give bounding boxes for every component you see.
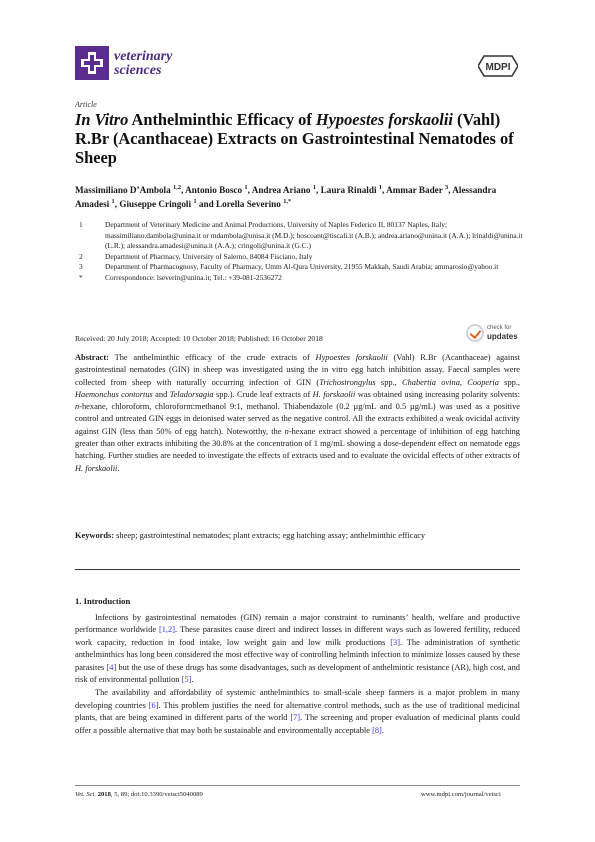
check-for-updates-badge[interactable]: [466, 322, 520, 344]
title-part-2: Anthelminthic Efficacy of: [128, 110, 316, 129]
author-and: and: [198, 198, 214, 209]
citation-link[interactable]: [5]: [181, 675, 192, 685]
author: Laura Rinaldi $^1$: [320, 183, 383, 195]
journal-logo-icon: [75, 46, 109, 80]
citation-link[interactable]: [7]: [290, 713, 301, 723]
author: Giuseppe Cringoli $^1$: [119, 197, 197, 209]
journal-name: [114, 50, 172, 78]
footer-citation: Vet. Sci. 2018, 5, 89; doi:10.3390/vetsci5040089: [75, 791, 203, 798]
section-divider: [75, 569, 520, 570]
affiliations: [75, 220, 525, 283]
affiliation: 3 Department of Pharmacognosy, Faculty of Pharmacy, Umm Al-Qura University, 21955 Makkah, Saudi Arabia; ammarosio@yahoo.it: [79, 262, 499, 271]
section-heading: 1. Introduction: [75, 596, 131, 606]
title-part-1: In Vitro: [75, 110, 129, 129]
author: Ammar Bader $^3$: [386, 183, 449, 195]
author: Massimiliano D’Ambola $^{1,2}$: [75, 183, 182, 195]
article-title: [75, 110, 525, 167]
affiliation: 2 Department of Pharmacy, University of Salerno, 84084 Fisciano, Italy: [79, 251, 313, 261]
abstract-label: Abstract:: [75, 353, 109, 362]
paragraph: Infections by gastrointestinal nematodes (GIN) remain a major constraint to ruminants’ health, welfare and productive performance worldwide [1,2]. These parasites cause direct and indirect losses in different ways such as lowered fertility, reduced work capacity, reduction in food intake, low weight gain and low milk productions [3]. The administration of synthetic anthelminthics has long been considered the most effective way of controlling helminth infection to minimize losses caused by these parasites [4] but the use of these drugs has some disadvantages, such as development of anthelmintic resistance (AR), high cost, and risk of environmental pollution [5].: [75, 613, 520, 685]
keywords-label: Keywords:: [75, 531, 115, 540]
journal-name-line1: veterinary: [114, 49, 173, 64]
publication-dates: Received: 20 July 2018; Accepted: 10 October 2018; Published: 16 October 2018: [75, 334, 323, 343]
citation-link[interactable]: [6]: [148, 700, 159, 710]
check-updates-line1: check for: [487, 325, 512, 331]
citation-link[interactable]: [4]: [106, 662, 117, 672]
correspondence: * Correspondence: lseverin@unina.it; Tel.: +39-081-2536272: [79, 272, 282, 282]
author: Alessandra Amadesi $^1$: [75, 185, 497, 209]
citation-link[interactable]: [3]: [390, 637, 400, 647]
footer-divider: [75, 785, 520, 786]
author: Lorella Severino $^{1,*}$: [215, 197, 292, 209]
title-part-4: (Vahl) R.Br (Acanthaceae) Extracts on Gastrointestinal Nematodes of Sheep: [75, 110, 514, 167]
check-updates-line2: updates: [487, 332, 518, 341]
author: Andrea Ariano $^1$: [251, 183, 316, 195]
checkmark-icon: [466, 324, 484, 342]
keywords: Keywords: sheep; gastrointestinal nematodes; plant extracts; egg hatching assay; anthelminthic efficacy: [75, 531, 426, 540]
publisher-name: MDPI: [485, 62, 511, 73]
title-part-3: Hypoestes forskaolii: [315, 110, 453, 129]
mdpi-logo-icon: [478, 54, 518, 78]
paragraph: The availability and affordability of systemic anthelminthics to small-scale sheep farmers is a major problem in many developing countries [6]. This problem justifies the need for alternative control methods, such as the use of traditional medicinal plants, that are being examined in different parts of the world [7]. The screening and proper evaluation of medicinal plants could offer a possible alternative that may both be sustainable and environmentally acceptable [8].: [75, 688, 520, 735]
affiliation: 1 Department of Veterinary Medicine and Animal Productions, University of Naples Federico II, 80137 Naples, Italy; massimiliano.dambola@unina.it or mdambola@unisa.it (M.D.); boscoant@tiscali.it (A.B.); andrea.ariano@unina.it (A.A.); lrinaldi@unina.it (L.R.); alessandra.amadesi@unina.it (A.A.); cringoli@unina.it (G.C.): [79, 220, 523, 250]
citation-link[interactable]: [8]: [372, 725, 382, 735]
author: Antonio Bosco $^1$: [185, 183, 248, 195]
author-list: Massimiliano D’Ambola $^{1,2}$, Antonio Bosco $^1$, Andrea Ariano $^1$, Laura Rinaldi $^1$, Ammar Bader $^3$, Alessandra Amadesi $^1$, Giuseppe Cringoli $^1$ and Lorella Severino $^{1,*}$: [75, 183, 497, 209]
article-type: Article: [75, 100, 97, 109]
footer-journal-url[interactable]: www.mdpi.com/journal/vetsci: [421, 791, 501, 798]
journal-name-line2: sciences: [114, 63, 162, 78]
abstract: Abstract: The anthelminthic efficacy of the crude extracts of Hypoestes forskaolii (Vahl) R.Br (Acanthaceae) against gastrointestinal nematodes (GIN) in sheep was investigated using the in vitro egg hatch inhibition assay. Faecal samples were collected from sheep with naturally occurring infection of GIN (Trichostrongylus spp., Chabertia ovina, Cooperia spp., Haemonchus contortus and Teladorsagia spp.). Crude leaf extracts of H. forskaolii was obtained using increasing polarity solvents: n-hexane, chloroform, chloroform:methanol 9:1, methanol. Thiabendazole (0.2 µg/mL and 0.5 µg/mL) was used as a positive control and untreated GIN eggs in deionised water served as the negative control. All the extracts exhibited a weak ovicidal activity against GIN (less than 50% of egg hatch). Noteworthy, the n-hexane extract showed a percentage of inhibition of egg hatching greater than other extracts inhibiting the 30.8% at the concentration of 1 mg/mL showing a dose-dependent effect on nematode eggs hatching. Further studies are needed to investigate the effects of extracts used and to evaluate the ovicidal effects of other extracts of H. forskaolii.: [75, 353, 521, 473]
citation-link[interactable]: [1,2]: [158, 625, 175, 635]
introduction-body: [75, 612, 520, 738]
